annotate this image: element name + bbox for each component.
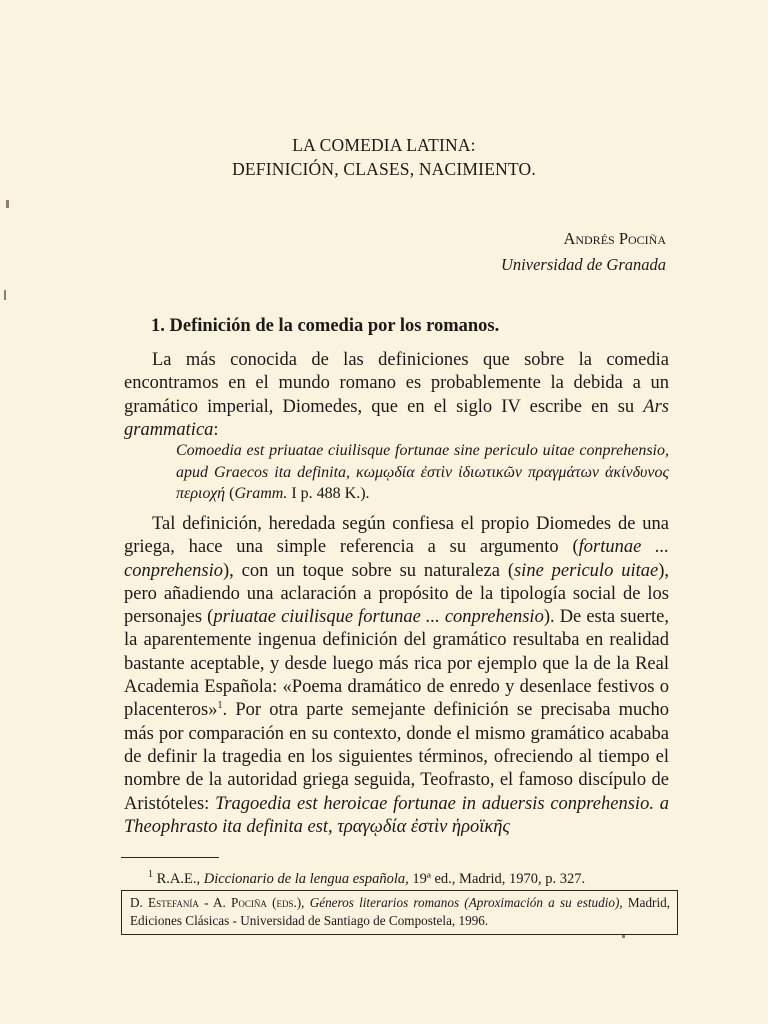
author-institution: Universidad de Granada bbox=[501, 255, 666, 274]
article-title bbox=[0, 133, 768, 181]
quote-ref-work: Gramm. bbox=[234, 485, 288, 502]
paragraph-1-end: : bbox=[213, 419, 219, 440]
paragraph-2 bbox=[124, 513, 669, 839]
p2-segment-5: . Por otra parte semejante definición se precisaba mucho más por comparación en su contexto, donde el mismo gramático acababa de definir la tragedia en los siguientes términos, ofreciendo al tiempo el nombre de la autoridad griega seguida, Teofrasto, el famoso discípulo de Aristóteles: bbox=[124, 700, 669, 814]
p2-segment-4: ). De esta suerte, la aparentemente ingenua definición del gramático resultaba en realidad bastante aceptable, y desde luego más rica por ejemplo que la de la Real Academia Española: «Poema dramático de enredo y desenlace festivos o placenteros» bbox=[124, 607, 669, 721]
p2-segment-3: ), pero añadiendo una aclaración a propósito de la tipología social de los personajes ( bbox=[124, 560, 669, 628]
quote-latin: Comoedia est priuatae ciuilisque fortunae sine periculo uitae conprehensio, apud Graecos ita definita, κωμῳδία ἐστὶν ἰδιωτικῶν πραγμάτων ἀκίνδυνος περιοχή bbox=[176, 442, 669, 502]
author-name: Andrés Pociña bbox=[563, 229, 666, 248]
paragraph-1-text: La más conocida de las definiciones que sobre la comedia encontramos en el mundo romano es probablemente la debida a un gramático imperial, Diomedes, que en el siglo IV escribe en su bbox=[124, 350, 669, 417]
title-line-2: DEFINICIÓN, CLASES, NACIMIENTO. bbox=[232, 159, 536, 179]
section-heading: 1. Definición de la comedia por los romanos. bbox=[151, 316, 500, 336]
title-line-1: LA COMEDIA LATINA: bbox=[292, 135, 476, 155]
footnote-number: 1 bbox=[148, 869, 153, 881]
footnote-separator bbox=[121, 857, 219, 858]
scan-mark bbox=[4, 290, 6, 300]
quote-open: ( bbox=[225, 485, 235, 502]
p2-italic-2: sine periculo uitae bbox=[513, 560, 659, 581]
footnote-reference[interactable]: 1 bbox=[217, 700, 223, 712]
scan-mark bbox=[6, 200, 9, 208]
footnote-pre: R.A.E., bbox=[153, 871, 204, 887]
p2-segment-1: Tal definición, heredada según confiesa el propio Diomedes de una griega, hace una simple referencia a su argumento ( bbox=[124, 514, 669, 558]
footnote-work: Diccionario de la lengua española bbox=[203, 871, 406, 887]
citation-authors: D. Estefanía - A. Pociña (eds.), bbox=[130, 895, 310, 910]
scan-mark bbox=[622, 935, 625, 938]
p2-italic-3: priuatae ciuilisque fortunae ... conprehensio bbox=[213, 607, 544, 628]
quote-ref-rest: I p. 488 K.). bbox=[287, 485, 370, 502]
p2-italic-4: Tragoedia est heroicae fortunae in aduersis conprehensio. a Theophrasto ita definita est, τραγῳδία ἐστὶν ἡροϊκῆς bbox=[124, 793, 669, 837]
author-block bbox=[501, 226, 666, 278]
p2-segment-2: ), con un toque sobre su naturaleza ( bbox=[223, 560, 514, 581]
footnote-1 bbox=[148, 871, 585, 888]
citation-box bbox=[121, 890, 678, 935]
citation-rest: , Madrid, Ediciones Clásicas - Universidad de Santiago de Compostela, 1996. bbox=[130, 895, 671, 928]
citation-work: Géneros literarios romanos (Aproximación a su estudio) bbox=[309, 895, 620, 910]
work-title-ars-grammatica: Ars grammatica bbox=[124, 396, 669, 440]
block-quote bbox=[176, 440, 669, 505]
p2-italic-1: fortunae ... conprehensio bbox=[124, 537, 669, 581]
paragraph-1 bbox=[124, 349, 669, 442]
footnote-post: , 19ª ed., Madrid, 1970, p. 327. bbox=[405, 871, 586, 887]
